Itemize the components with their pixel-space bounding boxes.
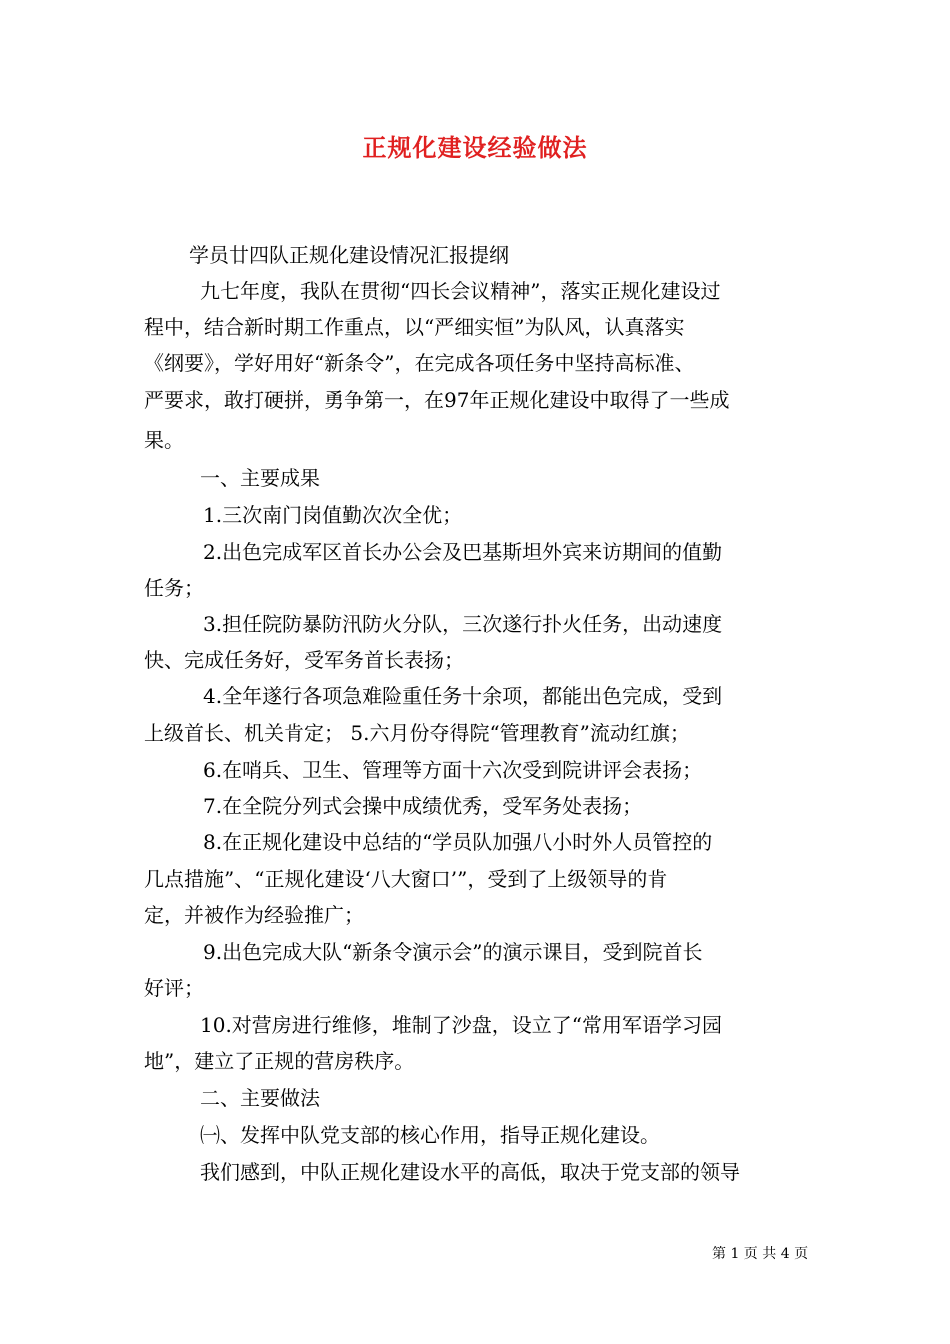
list-item: 6.在哨兵、卫生、管理等方面十六次受到院讲评会表扬； bbox=[203, 758, 703, 782]
subtitle-line: 学员廿四队正规化建设情况汇报提纲 bbox=[189, 243, 509, 267]
document-title: 正规化建设经验做法 bbox=[362, 133, 588, 162]
list-item: 4.全年遂行各项急难险重任务十余项，都能出色完成，受到 bbox=[203, 684, 723, 708]
paragraph-line: 严要求，敢打硬拼，勇争第一，在97年正规化建设中取得了一些成 bbox=[144, 388, 730, 412]
list-item: 8.在正规化建设中总结的“学员队加强八小时外人员管控的 bbox=[203, 830, 713, 854]
section-heading: 一、主要成果 bbox=[200, 466, 320, 490]
page-number-footer: 第 1 页 共 4 页 bbox=[712, 1246, 809, 1262]
list-item-continuation: 几点措施”、“正规化建设‘八大窗口’”，受到了上级领导的肯 bbox=[144, 867, 668, 891]
list-item-continuation: 上级首长、机关肯定； 5.六月份夺得院“管理教育”流动红旗； bbox=[144, 721, 690, 745]
list-item: 1.三次南门岗值勤次次全优； bbox=[203, 503, 463, 527]
list-item-continuation: 好评； bbox=[144, 976, 204, 1000]
section-heading: 二、主要做法 bbox=[200, 1086, 320, 1110]
paragraph-line: 我们感到，中队正规化建设水平的高低，取决于党支部的领导 bbox=[200, 1160, 740, 1184]
paragraph-line: 程中，结合新时期工作重点，以“严细实恒”为队风，认真落实 bbox=[144, 315, 685, 339]
paragraph-line: 《纲要》，学好用好“新条令”，在完成各项任务中坚持高标准、 bbox=[144, 351, 695, 375]
list-item: 7.在全院分列式会操中成绩优秀，受军务处表扬； bbox=[203, 794, 643, 818]
paragraph-line: 果。 bbox=[144, 428, 184, 452]
list-item-continuation: 快、完成任务好，受军务首长表扬； bbox=[144, 648, 464, 672]
list-item: 2.出色完成军区首长办公会及巴基斯坦外宾来访期间的值勤 bbox=[203, 540, 723, 564]
paragraph-line: 九七年度，我队在贯彻“四长会议精神”，落实正规化建设过 bbox=[200, 279, 721, 303]
list-item-continuation: 定，并被作为经验推广； bbox=[144, 903, 364, 927]
list-item-continuation: 任务； bbox=[144, 576, 204, 600]
list-item: 9.出色完成大队“新条令演示会”的演示课目，受到院首长 bbox=[203, 940, 703, 964]
list-item: 3.担任院防暴防汛防火分队，三次遂行扑火任务，出动速度 bbox=[203, 612, 723, 636]
list-item-continuation: 地”，建立了正规的营房秩序。 bbox=[144, 1049, 415, 1073]
subsection-heading: ㈠、发挥中队党支部的核心作用，指导正规化建设。 bbox=[200, 1123, 660, 1147]
list-item: 10.对营房进行维修，堆制了沙盘，设立了“常用军语学习园 bbox=[200, 1013, 723, 1037]
